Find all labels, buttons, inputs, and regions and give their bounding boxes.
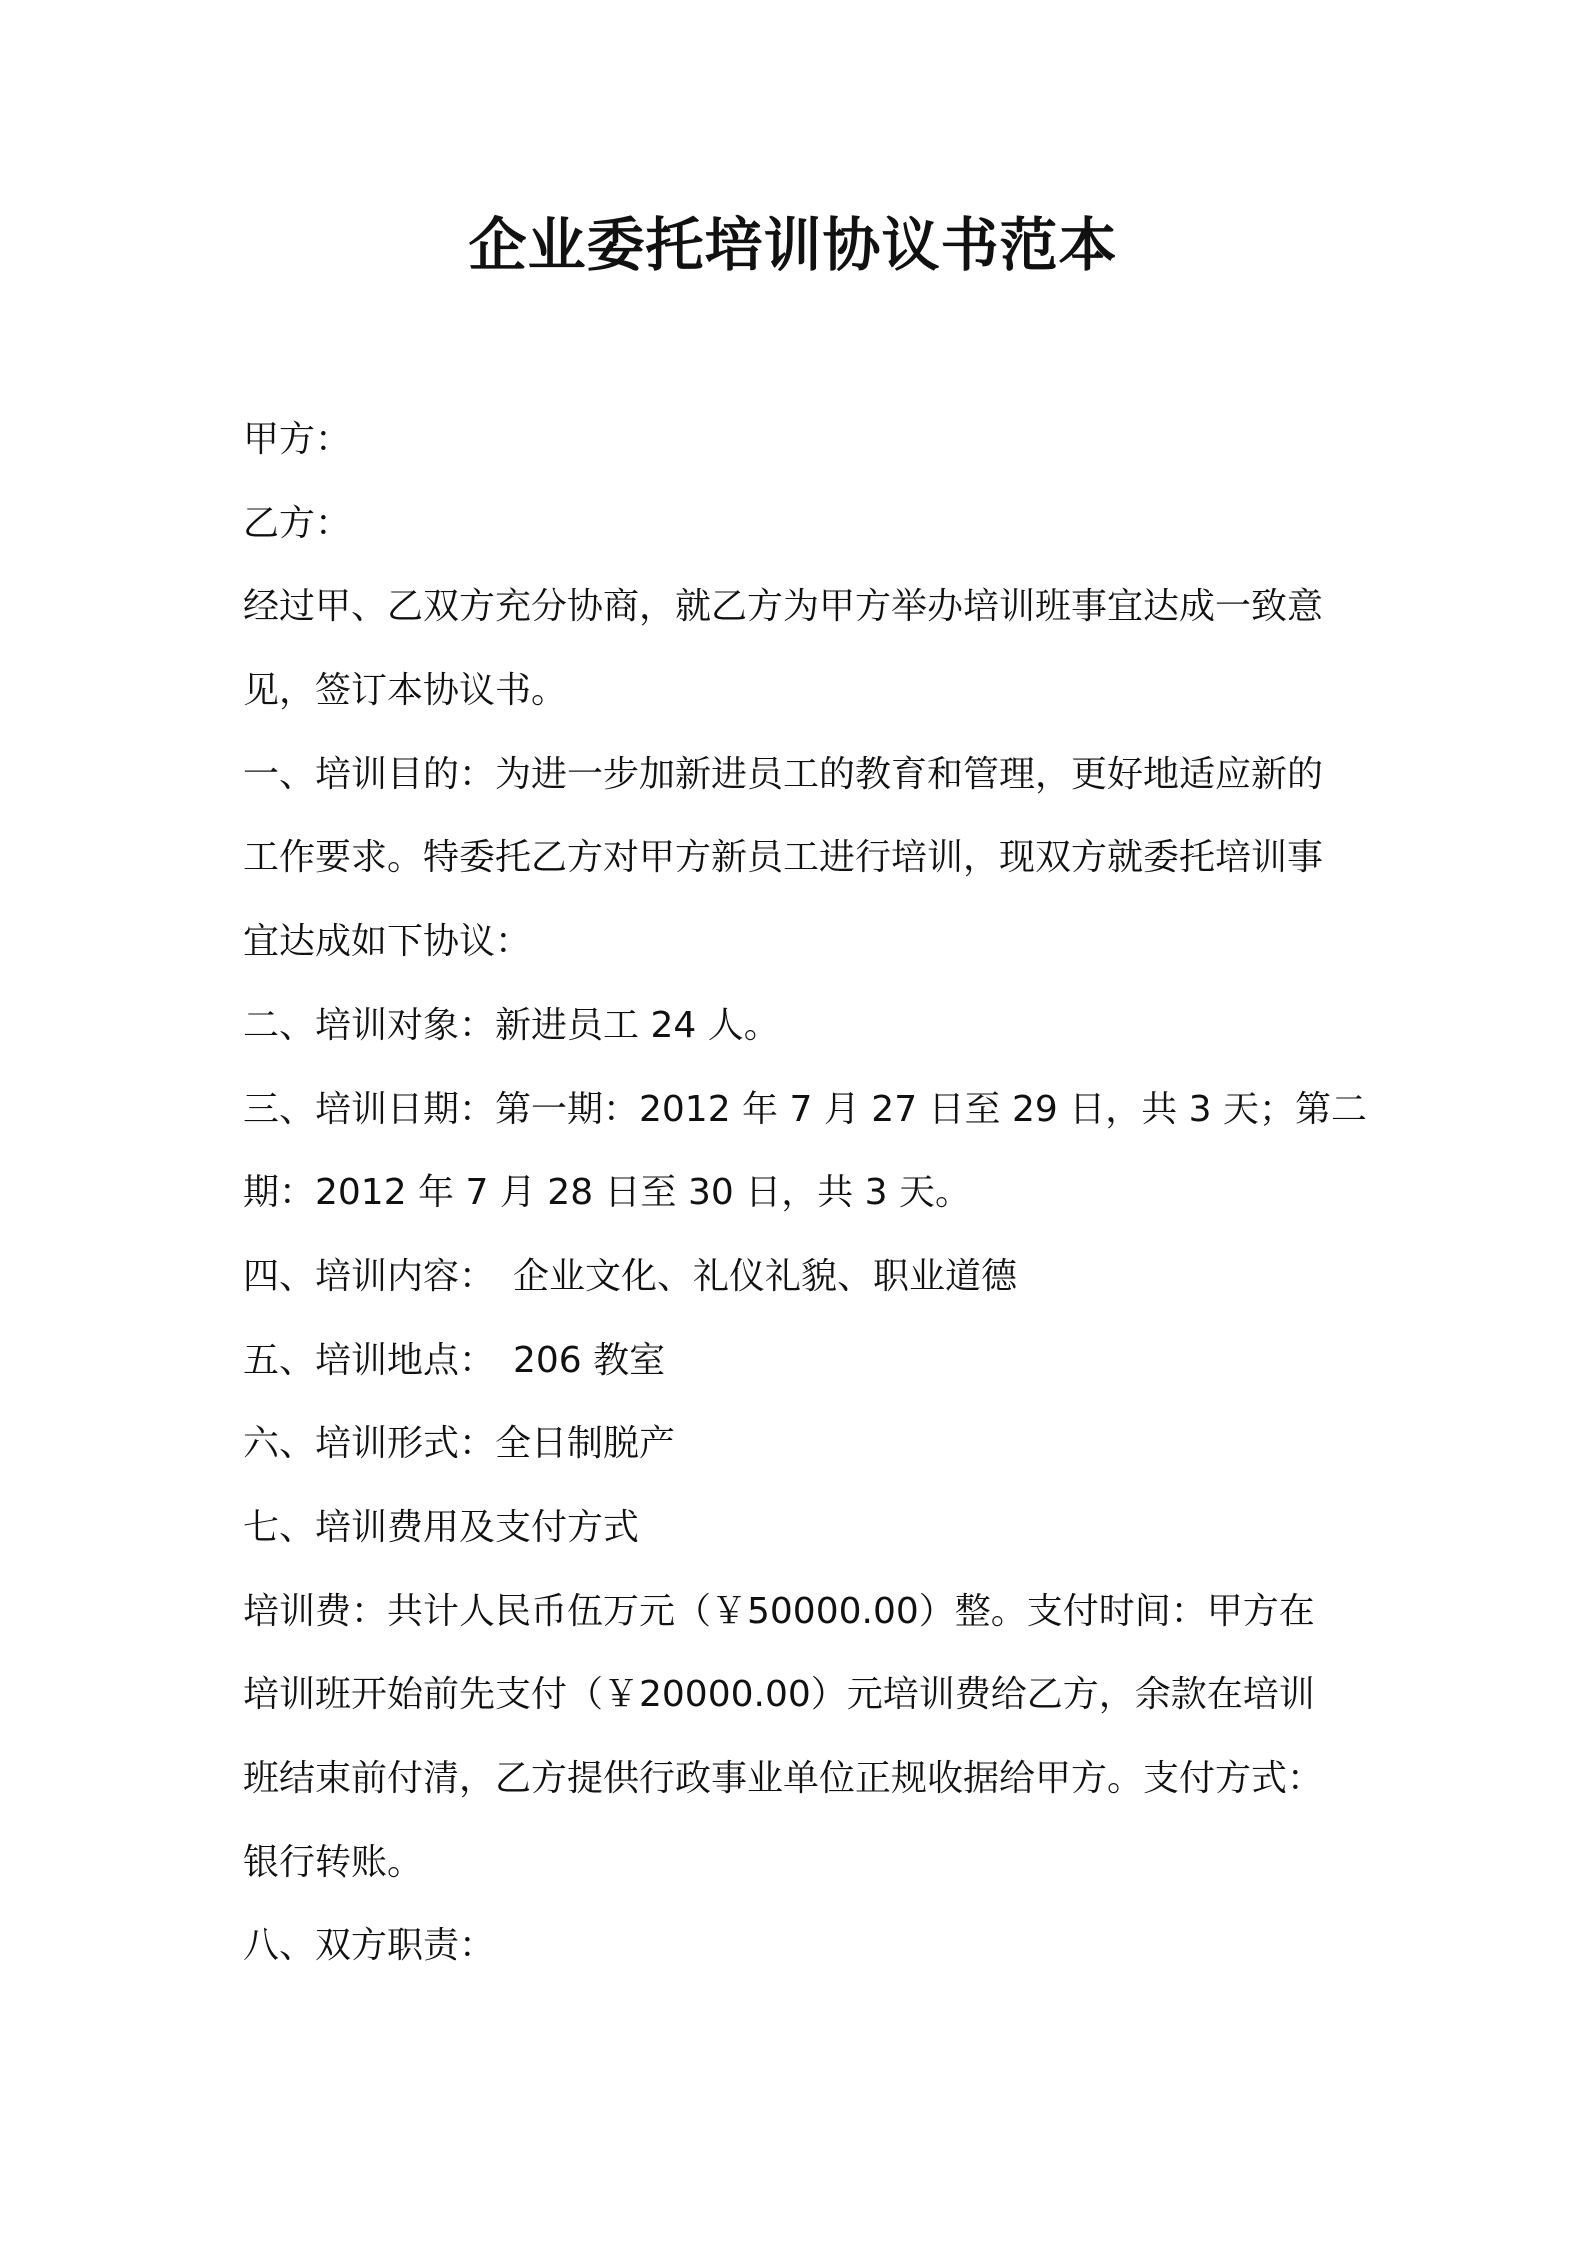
clause-1-line-3: 宜达成如下协议： <box>243 921 532 963</box>
fee-line-3: 班结束前付清，乙方提供行政事业单位正规收据给甲方。支付方式： <box>243 1758 1324 1799</box>
clause-7-heading: 七、培训费用及支付方式 <box>243 1506 640 1548</box>
clause-4-line: 四、培训内容： 企业文化、礼仪礼貌、职业道德 <box>243 1255 1018 1297</box>
clause-1-line-1: 一、培训目的：为进一步加新进员工的教育和管理，更好地适应新的 <box>243 753 1324 795</box>
clause-6-line: 六、培训形式：全日制脱产 <box>243 1423 676 1465</box>
clause-5-line: 五、培训地点： 206 教室 <box>243 1339 666 1381</box>
clause-1-line-2: 工作要求。特委托乙方对甲方新员工进行培训，现双方就委托培训事 <box>243 837 1324 879</box>
fee-line-2: 培训班开始前先支付（￥20000.00）元培训费给乙方，余款在培训 <box>243 1674 1315 1716</box>
preamble-line-1: 经过甲、乙双方充分协商，就乙方为甲方举办培训班事宜达成一致意 <box>243 586 1324 628</box>
document-title: 企业委托培训协议书范本 <box>468 211 1118 279</box>
preamble-line-2: 见，签订本协议书。 <box>243 670 568 712</box>
clause-2-line: 二、培训对象：新进员工 24 人。 <box>243 1004 780 1046</box>
clause-8-heading: 八、双方职责： <box>243 1925 496 1967</box>
document-body <box>243 398 1368 1988</box>
clause-3-line-2: 期：2012 年 7 月 28 日至 30 日，共 3 天。 <box>243 1172 972 1214</box>
party-b-line: 乙方： <box>243 502 352 544</box>
fee-line-1: 培训费：共计人民币伍万元（￥50000.00）整。支付时间：甲方在 <box>243 1590 1315 1632</box>
fee-line-4: 银行转账。 <box>243 1841 424 1883</box>
party-a-line: 甲方： <box>243 419 352 460</box>
clause-3-line-1: 三、培训日期：第一期：2012 年 7 月 27 日至 29 日，共 3 天；第二 <box>243 1088 1368 1130</box>
